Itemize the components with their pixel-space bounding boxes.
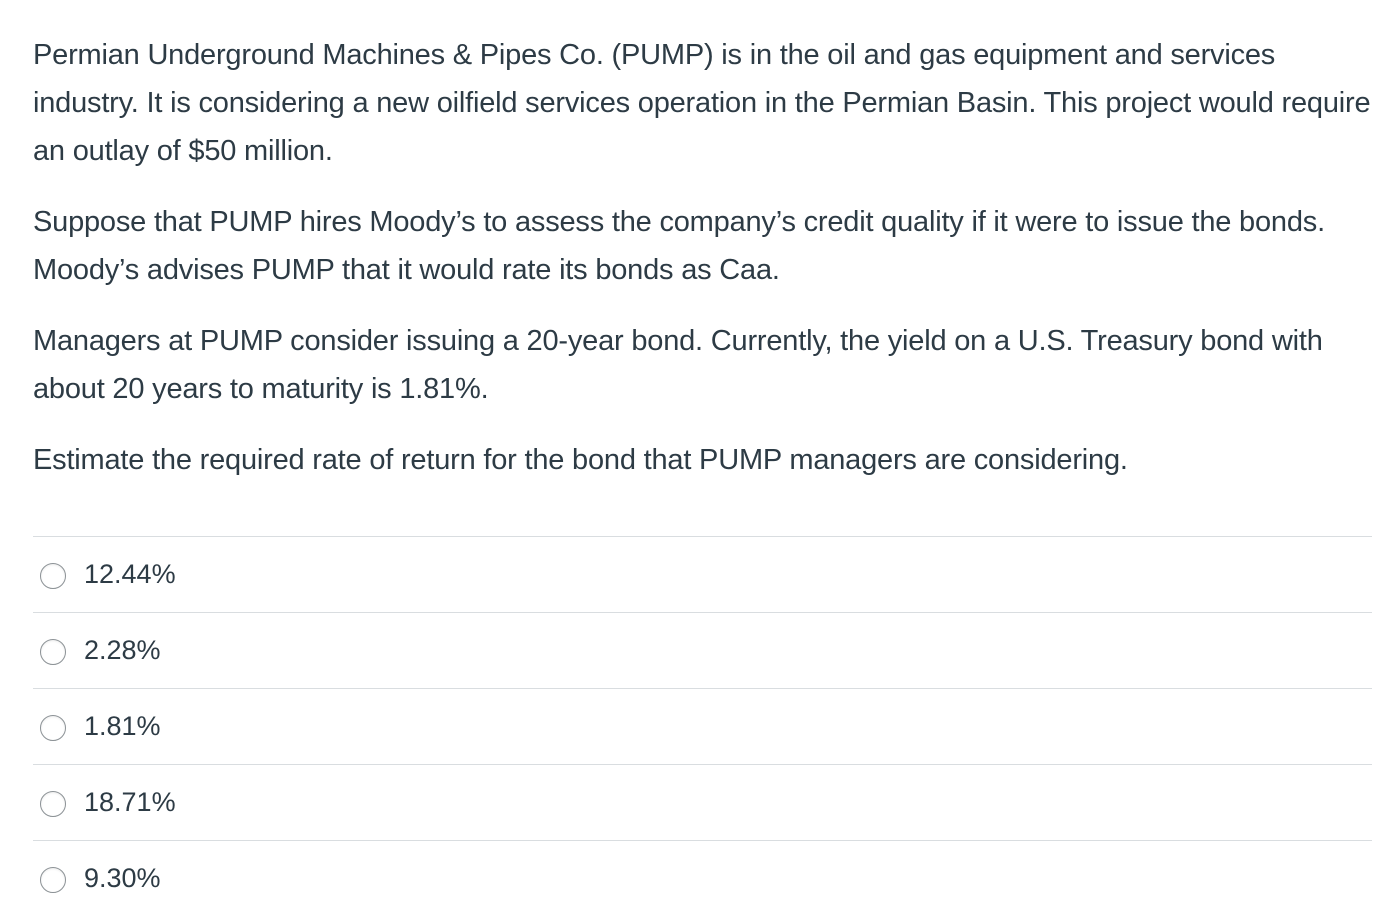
answer-label[interactable]: 18.71% [84,787,176,817]
answer-label[interactable]: 9.30% [84,863,161,893]
radio-button[interactable] [40,639,66,665]
answer-option-1[interactable] [33,537,1372,613]
answer-option-3[interactable] [33,689,1372,765]
answer-label[interactable]: 1.81% [84,711,161,741]
answer-option-5[interactable] [33,841,1372,916]
question-prompt: Estimate the required rate of return for the bond that PUMP managers are considering. [33,444,1128,476]
radio-button[interactable] [40,715,66,741]
answer-label[interactable]: 2.28% [84,635,161,665]
question-text [33,31,1373,484]
answer-list [33,536,1372,916]
question-paragraph-2: Suppose that PUMP hires Moody’s to assess the company’s credit quality if it were to issue the bonds. Moody’s advises PUMP that it would rate its bonds as Caa. [33,206,1325,286]
radio-button[interactable] [40,867,66,893]
question-paragraph-3: Managers at PUMP consider issuing a 20-year bond. Currently, the yield on a U.S. Treasury bond with about 20 years to maturity is 1.81%. [33,325,1323,405]
answer-option-4[interactable] [33,765,1372,841]
answer-option-2[interactable] [33,613,1372,689]
radio-button[interactable] [40,563,66,589]
radio-button[interactable] [40,791,66,817]
question-paragraph-1: Permian Underground Machines & Pipes Co. (PUMP) is in the oil and gas equipment and services industry. It is considering a new oilfield services operation in the Permian Basin. This project would require an outlay of $50 million. [33,39,1371,167]
answer-label[interactable]: 12.44% [84,559,176,589]
